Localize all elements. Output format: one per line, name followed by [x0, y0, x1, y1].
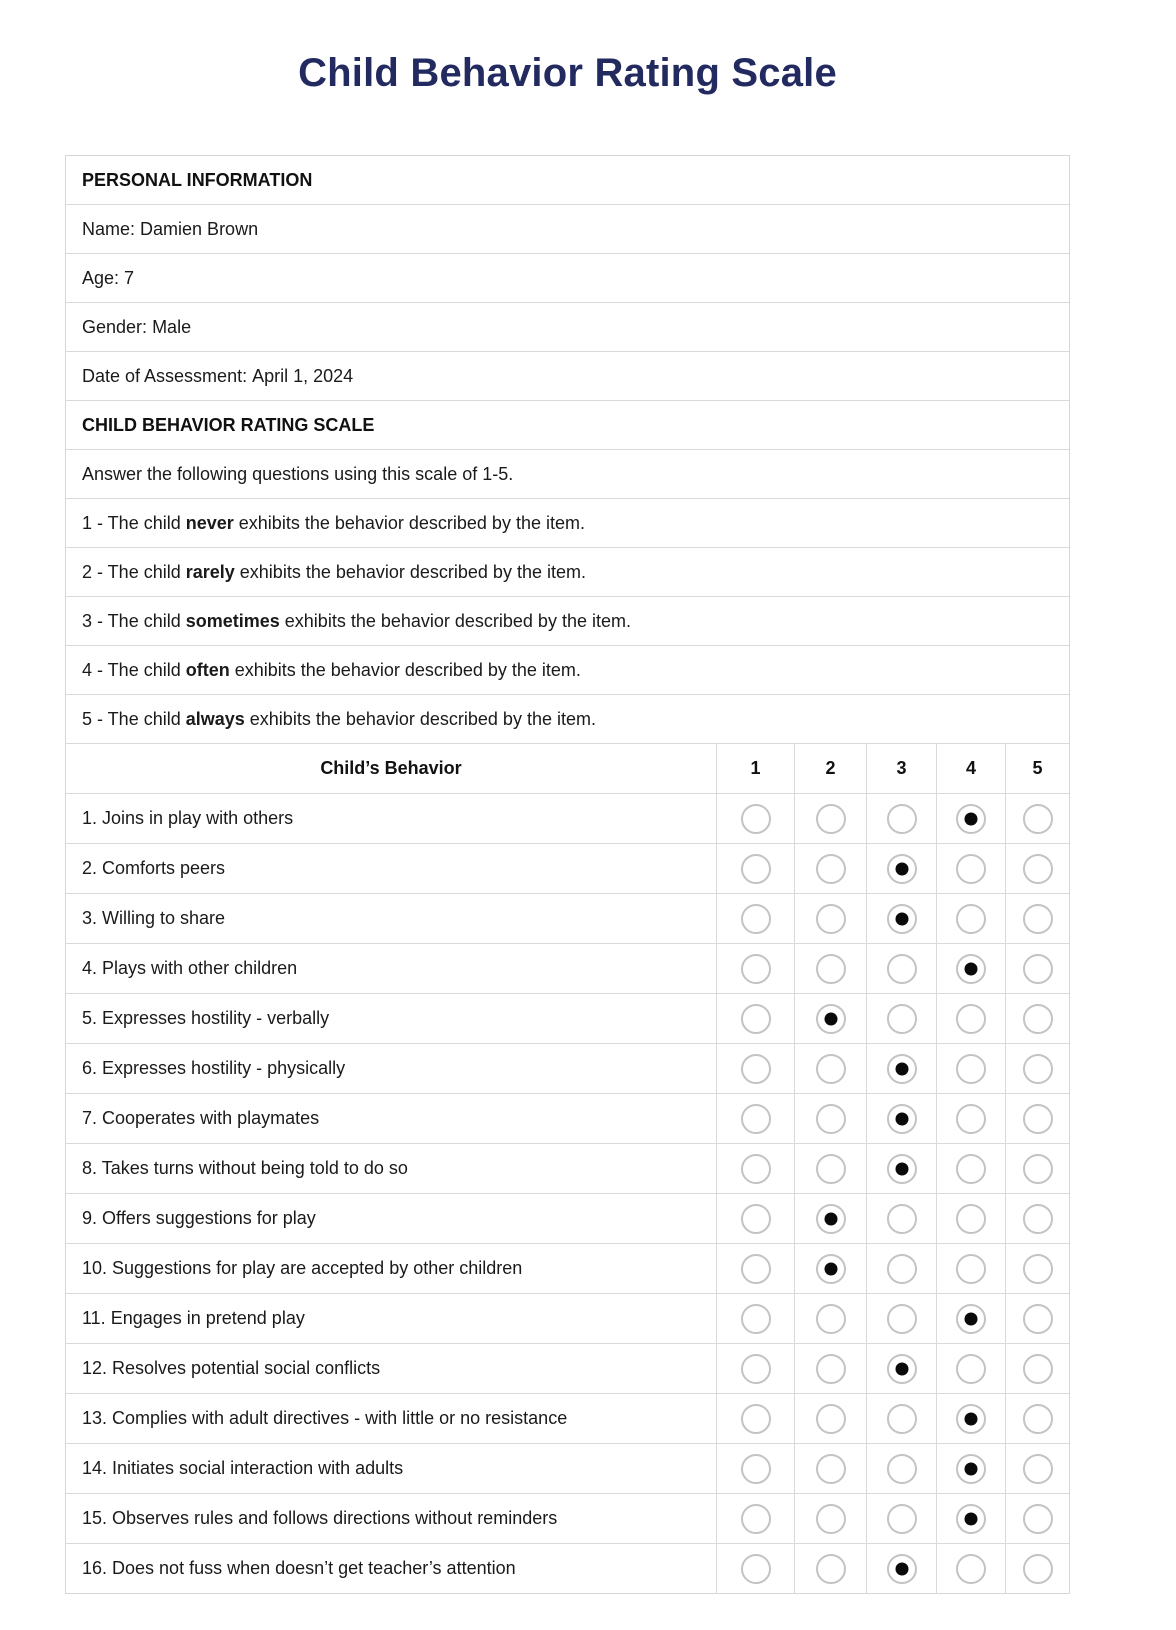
- rating-radio-5[interactable]: [1023, 1154, 1053, 1184]
- rating-radio-4[interactable]: [956, 1254, 986, 1284]
- rating-radio-5[interactable]: [1023, 804, 1053, 834]
- rating-radio-4[interactable]: [956, 1504, 986, 1534]
- rating-radio-4[interactable]: [956, 1304, 986, 1334]
- behavior-row-8: [66, 1144, 1069, 1194]
- rating-radio-1[interactable]: [741, 1304, 771, 1334]
- behavior-label: 7. Cooperates with playmates: [82, 1108, 320, 1128]
- rating-radio-2[interactable]: [816, 1204, 846, 1234]
- rating-radio-2[interactable]: [816, 1104, 846, 1134]
- behavior-row-9: [66, 1194, 1069, 1244]
- rating-radio-1[interactable]: [741, 1204, 771, 1234]
- rating-radio-5[interactable]: [1023, 1054, 1053, 1084]
- field-value: Male: [152, 317, 192, 337]
- scale-keyword: often: [185, 660, 230, 680]
- behavior-row-11: [66, 1294, 1069, 1344]
- rating-radio-2[interactable]: [816, 1354, 846, 1384]
- info-row-gender: [66, 303, 1069, 352]
- behavior-label: 16. Does not fuss when doesn’t get teacher’s attention: [82, 1558, 516, 1578]
- rating-radio-1[interactable]: [741, 1454, 771, 1484]
- scale-level-5: 5 - The child always exhibits the behavior described by the item.: [66, 695, 1069, 744]
- field-value: April 1, 2024: [252, 366, 354, 386]
- behavior-row-16: [66, 1544, 1069, 1593]
- behavior-row-3: [66, 894, 1069, 944]
- scale-level-1: 1 - The child never exhibits the behavior described by the item.: [66, 499, 1069, 548]
- behavior-row-1: [66, 794, 1069, 844]
- rating-form: [65, 155, 1070, 1594]
- scale-level-4: 4 - The child often exhibits the behavior described by the item.: [66, 646, 1069, 695]
- rating-radio-4[interactable]: [956, 954, 986, 984]
- field-value: Damien Brown: [140, 219, 259, 239]
- rating-radio-1[interactable]: [741, 954, 771, 984]
- behavior-label: 12. Resolves potential social conflicts: [82, 1358, 381, 1378]
- rating-radio-1[interactable]: [741, 1004, 771, 1034]
- rating-radio-3[interactable]: [887, 954, 917, 984]
- rating-radio-2[interactable]: [816, 1454, 846, 1484]
- page-title: Child Behavior Rating Scale: [298, 51, 837, 95]
- behavior-row-12: [66, 1344, 1069, 1394]
- rating-radio-1[interactable]: [741, 1104, 771, 1134]
- field-label: Date of Assessment:: [82, 366, 248, 386]
- behavior-label: 4. Plays with other children: [82, 958, 298, 978]
- rating-radio-4[interactable]: [956, 1354, 986, 1384]
- rating-radio-5[interactable]: [1023, 954, 1053, 984]
- rating-radio-4[interactable]: [956, 904, 986, 934]
- scale-keyword: sometimes: [185, 611, 280, 631]
- rating-radio-5[interactable]: [1023, 1254, 1053, 1284]
- rating-radio-3[interactable]: [887, 1504, 917, 1534]
- behavior-label: 13. Complies with adult directives - with little or no resistance: [82, 1408, 568, 1428]
- column-header-behavior: Child’s Behavior: [320, 758, 462, 778]
- rating-radio-2[interactable]: [816, 1504, 846, 1534]
- field-value: 7: [124, 268, 135, 288]
- rating-radio-1[interactable]: [741, 1554, 771, 1584]
- section-header-text: PERSONAL INFORMATION: [82, 170, 313, 190]
- rating-radio-5[interactable]: [1023, 1504, 1053, 1534]
- column-header-5: 5: [1005, 744, 1069, 793]
- rating-radio-1[interactable]: [741, 1154, 771, 1184]
- behavior-label: 11. Engages in pretend play: [82, 1308, 305, 1328]
- rating-radio-5[interactable]: [1023, 1404, 1053, 1434]
- behavior-row-13: [66, 1394, 1069, 1444]
- rating-radio-4[interactable]: [956, 854, 986, 884]
- rating-radio-2[interactable]: [816, 904, 846, 934]
- behavior-label: 6. Expresses hostility - physically: [82, 1058, 346, 1078]
- behavior-label: 5. Expresses hostility - verbally: [82, 1008, 330, 1028]
- rating-radio-1[interactable]: [741, 1054, 771, 1084]
- rating-radio-5[interactable]: [1023, 1454, 1053, 1484]
- rating-radio-1[interactable]: [741, 804, 771, 834]
- rating-radio-4[interactable]: [956, 1004, 986, 1034]
- rating-radio-3[interactable]: [887, 1354, 917, 1384]
- behavior-row-10: [66, 1244, 1069, 1294]
- rating-radio-3[interactable]: [887, 804, 917, 834]
- rating-radio-5[interactable]: [1023, 904, 1053, 934]
- rating-radio-2[interactable]: [816, 1154, 846, 1184]
- rating-radio-5[interactable]: [1023, 1554, 1053, 1584]
- rating-radio-3[interactable]: [887, 1254, 917, 1284]
- rating-radio-5[interactable]: [1023, 1004, 1053, 1034]
- rating-radio-5[interactable]: [1023, 1104, 1053, 1134]
- scale-keyword: always: [185, 709, 245, 729]
- scale-level-3: 3 - The child sometimes exhibits the behavior described by the item.: [66, 597, 1069, 646]
- rating-radio-5[interactable]: [1023, 854, 1053, 884]
- behavior-row-7: [66, 1094, 1069, 1144]
- scale-instruction: Answer the following questions using this scale of 1-5.: [66, 450, 1069, 499]
- behavior-row-6: [66, 1044, 1069, 1094]
- behavior-header-row: [66, 744, 1069, 794]
- field-label: Name:: [82, 219, 136, 239]
- scale-keyword: never: [185, 513, 234, 533]
- behavior-row-14: [66, 1444, 1069, 1494]
- section-header-rating-scale: [66, 401, 1069, 450]
- rating-radio-5[interactable]: [1023, 1304, 1053, 1334]
- behavior-label: 15. Observes rules and follows directions without reminders: [82, 1508, 558, 1528]
- behavior-label: 8. Takes turns without being told to do so: [82, 1158, 408, 1178]
- behavior-label: 3. Willing to share: [82, 908, 226, 928]
- column-header-1: 1: [716, 744, 794, 793]
- section-header-text: CHILD BEHAVIOR RATING SCALE: [82, 415, 375, 435]
- document-sheet: [65, 0, 1070, 1594]
- rating-radio-2[interactable]: [816, 1004, 846, 1034]
- rating-radio-4[interactable]: [956, 804, 986, 834]
- rating-radio-3[interactable]: [887, 1204, 917, 1234]
- behavior-label: 10. Suggestions for play are accepted by other children: [82, 1258, 523, 1278]
- rating-radio-3[interactable]: [887, 854, 917, 884]
- info-row-name: [66, 205, 1069, 254]
- rating-radio-3[interactable]: [887, 1554, 917, 1584]
- behavior-row-2: [66, 844, 1069, 894]
- rating-radio-4[interactable]: [956, 1204, 986, 1234]
- rating-radio-2[interactable]: [816, 854, 846, 884]
- rating-radio-4[interactable]: [956, 1454, 986, 1484]
- rating-radio-4[interactable]: [956, 1104, 986, 1134]
- behavior-label: 14. Initiates social interaction with adults: [82, 1458, 404, 1478]
- rating-radio-4[interactable]: [956, 1154, 986, 1184]
- rating-radio-4[interactable]: [956, 1554, 986, 1584]
- column-header-4: 4: [936, 744, 1005, 793]
- behavior-label: 2. Comforts peers: [82, 858, 226, 878]
- section-header-personal-information: [66, 156, 1069, 205]
- column-header-2: 2: [794, 744, 866, 793]
- rating-radio-1[interactable]: [741, 1504, 771, 1534]
- rating-radio-3[interactable]: [887, 1454, 917, 1484]
- info-row-age: [66, 254, 1069, 303]
- rating-radio-2[interactable]: [816, 954, 846, 984]
- rating-radio-1[interactable]: [741, 1404, 771, 1434]
- rating-radio-3[interactable]: [887, 1054, 917, 1084]
- behavior-label: 1. Joins in play with others: [82, 808, 294, 828]
- rating-radio-3[interactable]: [887, 1304, 917, 1334]
- behavior-row-4: [66, 944, 1069, 994]
- scale-level-2: 2 - The child rarely exhibits the behavior described by the item.: [66, 548, 1069, 597]
- rating-radio-2[interactable]: [816, 1054, 846, 1084]
- rating-radio-5[interactable]: [1023, 1354, 1053, 1384]
- info-row-date-of-assessment: [66, 352, 1069, 401]
- rating-radio-3[interactable]: [887, 904, 917, 934]
- rating-radio-5[interactable]: [1023, 1204, 1053, 1234]
- rating-radio-2[interactable]: [816, 1554, 846, 1584]
- behavior-row-15: [66, 1494, 1069, 1544]
- rating-radio-2[interactable]: [816, 1254, 846, 1284]
- behavior-label: 9. Offers suggestions for play: [82, 1208, 316, 1228]
- rating-radio-4[interactable]: [956, 1404, 986, 1434]
- rating-radio-1[interactable]: [741, 1254, 771, 1284]
- rating-radio-3[interactable]: [887, 1104, 917, 1134]
- rating-radio-4[interactable]: [956, 1054, 986, 1084]
- rating-radio-1[interactable]: [741, 854, 771, 884]
- rating-radio-2[interactable]: [816, 1404, 846, 1434]
- rating-radio-2[interactable]: [816, 804, 846, 834]
- rating-radio-3[interactable]: [887, 1154, 917, 1184]
- rating-radio-2[interactable]: [816, 1304, 846, 1334]
- rating-radio-1[interactable]: [741, 904, 771, 934]
- rating-radio-3[interactable]: [887, 1404, 917, 1434]
- column-header-3: 3: [866, 744, 936, 793]
- field-label: Gender:: [82, 317, 148, 337]
- rating-radio-3[interactable]: [887, 1004, 917, 1034]
- rating-radio-1[interactable]: [741, 1354, 771, 1384]
- scale-keyword: rarely: [185, 562, 235, 582]
- field-label: Age:: [82, 268, 120, 288]
- behavior-row-5: [66, 994, 1069, 1044]
